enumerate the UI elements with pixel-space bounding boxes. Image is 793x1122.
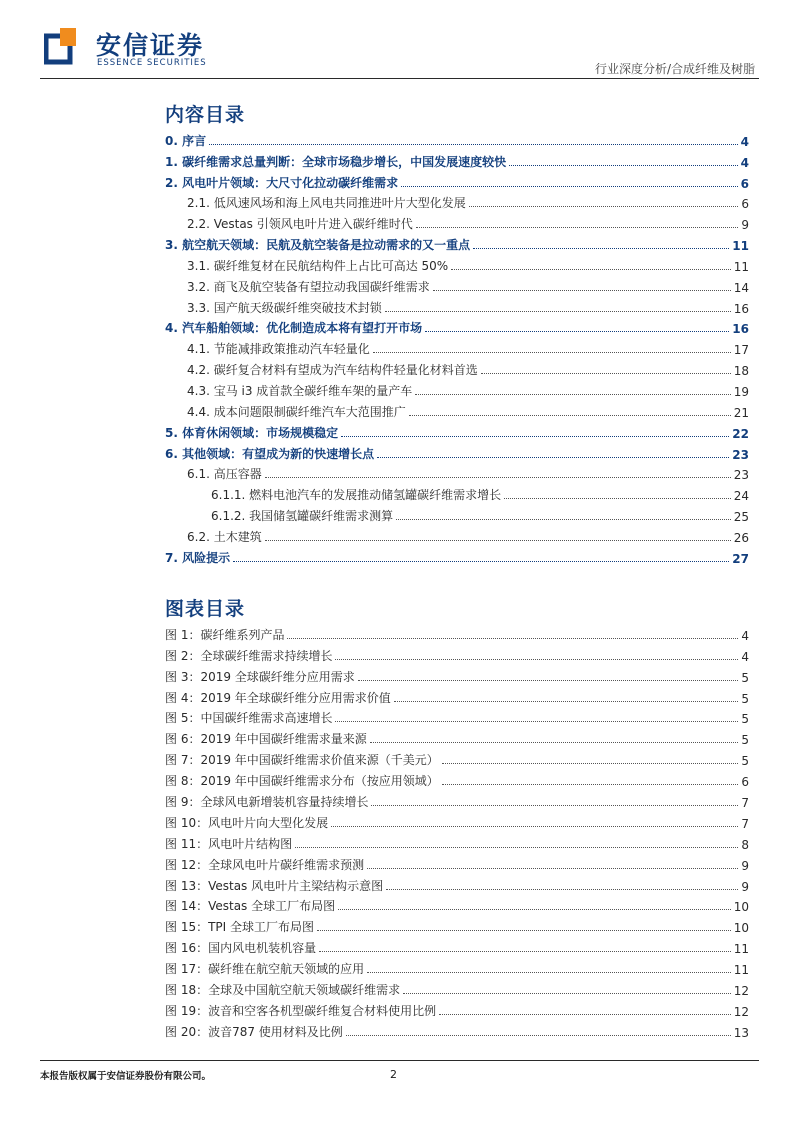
dot-leader — [451, 269, 731, 270]
lof-title: 图表目录 — [165, 598, 246, 620]
entry-label: 图 11：风电叶片结构图 — [165, 836, 293, 851]
dot-leader — [415, 394, 730, 395]
toc-entry[interactable] — [165, 503, 749, 524]
entry-label: 图 5：中国碳纤维需求高速增长 — [165, 711, 333, 726]
entry-page-number: 27 — [732, 551, 749, 566]
footer-divider — [40, 1060, 759, 1061]
entry-label: 图 13：Vestas 风电叶片主梁结构示意图 — [165, 878, 384, 893]
entry-label: 图 10：风电叶片向大型化发展 — [165, 815, 329, 830]
entry-label: 1. 碳纤维需求总量判断：全球市场稳步增长，中国发展速度较快 — [165, 154, 507, 169]
dot-leader — [341, 436, 729, 437]
entry-page-number: 8 — [741, 837, 749, 852]
figure-entry[interactable] — [165, 747, 749, 768]
toc-entry[interactable] — [165, 274, 749, 295]
dot-leader — [358, 680, 739, 681]
entry-label: 图 18：全球及中国航空航天领域碳纤维需求 — [165, 983, 401, 998]
figure-entry[interactable] — [165, 935, 749, 956]
entry-label: 4. 汽车船舶领域：优化制造成本将有望打开市场 — [165, 321, 423, 336]
figure-entry[interactable] — [165, 956, 749, 977]
entry-page-number: 4 — [741, 628, 749, 643]
entry-page-number: 10 — [733, 900, 749, 915]
entry-label: 图 4：2019 年全球碳纤维分应用需求价值 — [165, 690, 391, 705]
entry-page-number: 26 — [733, 530, 749, 545]
dot-leader — [233, 561, 729, 562]
entry-page-number: 18 — [733, 364, 749, 379]
toc-entry[interactable] — [165, 524, 749, 545]
dot-leader — [377, 457, 729, 458]
entry-label: 6.1.2. 我国储氢罐碳纤维需求测算 — [211, 509, 394, 524]
dot-leader — [371, 805, 738, 806]
entry-label: 图 15：TPI 全球工厂布局图 — [165, 920, 315, 935]
figure-entry[interactable] — [165, 789, 749, 810]
toc-entry[interactable] — [165, 316, 749, 337]
dot-leader — [295, 847, 738, 848]
entry-page-number: 6 — [741, 197, 749, 212]
dot-leader — [370, 742, 739, 743]
entry-page-number: 9 — [741, 218, 749, 233]
entry-page-number: 21 — [733, 405, 749, 420]
entry-page-number: 4 — [740, 155, 749, 170]
dot-leader — [385, 311, 731, 312]
entry-page-number: 5 — [741, 691, 749, 706]
entry-page-number: 10 — [733, 921, 749, 936]
dot-leader — [317, 930, 731, 931]
entry-label: 3.3. 国产航天级碳纤维突破技术封锁 — [187, 300, 382, 315]
entry-page-number: 16 — [732, 322, 749, 337]
figure-entry[interactable] — [165, 998, 749, 1019]
entry-page-number: 22 — [732, 426, 749, 441]
entry-label: 3.1. 碳纤维复材在民航结构件上占比可高达 50% — [187, 258, 449, 273]
entry-label: 6.1.1. 燃料电池汽车的发展推动储氢罐碳纤维需求增长 — [211, 488, 502, 503]
dot-leader — [209, 144, 738, 145]
entry-label: 图 8：2019 年中国碳纤维需求分布（按应用领域） — [165, 774, 439, 789]
dot-leader — [425, 331, 729, 332]
entry-page-number: 25 — [733, 510, 749, 525]
page-header — [0, 0, 793, 80]
dot-leader — [401, 186, 738, 187]
figure-entry[interactable] — [165, 914, 749, 935]
toc-entry[interactable] — [165, 545, 749, 566]
entry-page-number: 9 — [741, 858, 749, 873]
toc-entry[interactable] — [165, 211, 749, 232]
dot-leader — [403, 993, 731, 994]
dot-leader — [373, 352, 731, 353]
figure-entry[interactable] — [165, 685, 749, 706]
entry-label: 图 17：碳纤维在航空航天领域的应用 — [165, 962, 365, 977]
entry-page-number: 16 — [733, 301, 749, 316]
entry-page-number: 6 — [741, 775, 749, 790]
dot-leader — [331, 826, 738, 827]
dot-leader — [335, 659, 738, 660]
entry-label: 图 12：全球风电叶片碳纤维需求预测 — [165, 857, 365, 872]
toc-entry[interactable] — [165, 253, 749, 274]
entry-label: 6.2. 土木建筑 — [187, 529, 262, 544]
entry-page-number: 4 — [741, 649, 749, 664]
dot-leader — [386, 889, 738, 890]
entry-page-number: 9 — [741, 879, 749, 894]
entry-page-number: 7 — [741, 816, 749, 831]
dot-leader — [287, 638, 738, 639]
figure-entry[interactable] — [165, 622, 749, 643]
figure-entry[interactable] — [165, 852, 749, 873]
entry-page-number: 17 — [733, 343, 749, 358]
entry-page-number: 12 — [733, 984, 749, 999]
toc-entry[interactable] — [165, 441, 749, 462]
figure-entry[interactable] — [165, 706, 749, 727]
entry-page-number: 11 — [732, 239, 749, 254]
list-of-figures — [165, 622, 749, 1040]
essence-logo-icon — [44, 26, 78, 66]
toc-entry[interactable] — [165, 128, 749, 149]
entry-label: 图 1：碳纤维系列产品 — [165, 627, 285, 642]
dot-leader — [367, 972, 731, 973]
entry-label: 2. 风电叶片领域：大尺寸化拉动碳纤维需求 — [165, 175, 399, 190]
figure-entry[interactable] — [165, 810, 749, 831]
entry-page-number: 5 — [741, 670, 749, 685]
entry-label: 图 19：波音和空客各机型碳纤维复合材料使用比例 — [165, 1003, 437, 1018]
toc-entry[interactable] — [165, 462, 749, 483]
dot-leader — [481, 373, 731, 374]
entry-page-number: 24 — [733, 489, 749, 504]
table-of-contents — [165, 128, 749, 566]
toc-entry[interactable] — [165, 482, 749, 503]
entry-label: 图 14：Vestas 全球工厂布局图 — [165, 899, 336, 914]
dot-leader — [439, 1014, 731, 1015]
entry-label: 6. 其他领域：有望成为新的快速增长点 — [165, 446, 375, 461]
entry-page-number: 23 — [733, 468, 749, 483]
entry-label: 4.2. 碳纤复合材料有望成为汽车结构件轻量化材料首选 — [187, 363, 478, 378]
dot-leader — [265, 477, 731, 478]
entry-label: 6.1. 高压容器 — [187, 467, 262, 482]
entry-label: 3.2. 商飞及航空装备有望拉动我国碳纤维需求 — [187, 279, 430, 294]
dot-leader — [409, 415, 731, 416]
toc-entry[interactable] — [165, 399, 749, 420]
entry-label: 图 16：国内风电机装机容量 — [165, 941, 317, 956]
entry-label: 2.1. 低风速风场和海上风电共同推进叶片大型化发展 — [187, 196, 466, 211]
entry-page-number: 19 — [733, 384, 749, 399]
figure-entry[interactable] — [165, 1019, 749, 1040]
entry-label: 图 3：2019 全球碳纤维分应用需求 — [165, 669, 355, 684]
entry-label: 2.2. Vestas 引领风电叶片进入碳纤维时代 — [187, 217, 413, 232]
entry-label: 图 2：全球碳纤维需求持续增长 — [165, 648, 333, 663]
entry-page-number: 12 — [733, 1004, 749, 1019]
figure-entry[interactable] — [165, 977, 749, 998]
header-divider — [40, 78, 759, 79]
dot-leader — [442, 763, 739, 764]
entry-label: 5. 体育休闲领域：市场规模稳定 — [165, 425, 339, 440]
figure-entry[interactable] — [165, 873, 749, 894]
entry-page-number: 11 — [733, 259, 749, 274]
dot-leader — [504, 498, 731, 499]
toc-entry[interactable] — [165, 170, 749, 191]
logo-english-name: ESSENCE SECURITIES — [97, 58, 207, 68]
entry-page-number: 6 — [740, 176, 749, 191]
toc-entry[interactable] — [165, 149, 749, 170]
figure-entry[interactable] — [165, 726, 749, 747]
page-number: 2 — [390, 1068, 397, 1081]
dot-leader — [433, 290, 731, 291]
toc-entry[interactable] — [165, 378, 749, 399]
dot-leader — [396, 519, 731, 520]
dot-leader — [442, 784, 739, 785]
dot-leader — [473, 248, 729, 249]
figure-entry[interactable] — [165, 643, 749, 664]
dot-leader — [469, 206, 739, 207]
logo-chinese-name: 安信证券 — [96, 31, 205, 60]
figure-entry[interactable] — [165, 664, 749, 685]
entry-page-number: 4 — [740, 134, 749, 149]
entry-label: 图 6：2019 年中国碳纤维需求量来源 — [165, 732, 367, 747]
entry-page-number: 11 — [733, 963, 749, 978]
dot-leader — [394, 701, 739, 702]
entry-page-number: 5 — [741, 712, 749, 727]
entry-label: 4.4. 成本问题限制碳纤维汽车大范围推广 — [187, 404, 406, 419]
figure-entry[interactable] — [165, 768, 749, 789]
copyright-notice: 本报告版权属于安信证券股份有限公司。 — [40, 1071, 212, 1082]
entry-page-number: 13 — [733, 1025, 749, 1040]
dot-leader — [265, 540, 731, 541]
dot-leader — [335, 721, 738, 722]
entry-page-number: 14 — [733, 280, 749, 295]
toc-entry[interactable] — [165, 232, 749, 253]
entry-label: 图 9：全球风电新增装机容量持续增长 — [165, 795, 369, 810]
dot-leader — [338, 909, 731, 910]
entry-label: 图 20：波音787 使用材料及比例 — [165, 1024, 343, 1039]
dot-leader — [319, 951, 731, 952]
entry-page-number: 11 — [733, 942, 749, 957]
dot-leader — [416, 227, 739, 228]
entry-label: 7. 风险提示 — [165, 550, 231, 565]
dot-leader — [346, 1035, 731, 1036]
entry-page-number: 5 — [741, 733, 749, 748]
entry-page-number: 5 — [741, 754, 749, 769]
entry-label: 0. 序言 — [165, 133, 207, 148]
entry-label: 4.3. 宝马 i3 成首款全碳纤维车架的量产车 — [187, 383, 413, 398]
toc-entry[interactable] — [165, 295, 749, 316]
entry-page-number: 7 — [741, 796, 749, 811]
report-type: 行业深度分析/合成纤维及树脂 — [594, 62, 755, 76]
toc-entry[interactable] — [165, 357, 749, 378]
dot-leader — [367, 868, 738, 869]
entry-page-number: 23 — [732, 447, 749, 462]
entry-label: 3. 航空航天领域：民航及航空装备是拉动需求的又一重点 — [165, 238, 471, 253]
toc-entry[interactable] — [165, 191, 749, 212]
figure-entry[interactable] — [165, 831, 749, 852]
entry-label: 图 7：2019 年中国碳纤维需求价值来源（千美元） — [165, 753, 439, 768]
toc-entry[interactable] — [165, 336, 749, 357]
dot-leader — [509, 165, 738, 166]
figure-entry[interactable] — [165, 894, 749, 915]
toc-title: 内容目录 — [165, 104, 246, 126]
toc-entry[interactable] — [165, 420, 749, 441]
entry-label: 4.1. 节能减排政策推动汽车轻量化 — [187, 342, 370, 357]
